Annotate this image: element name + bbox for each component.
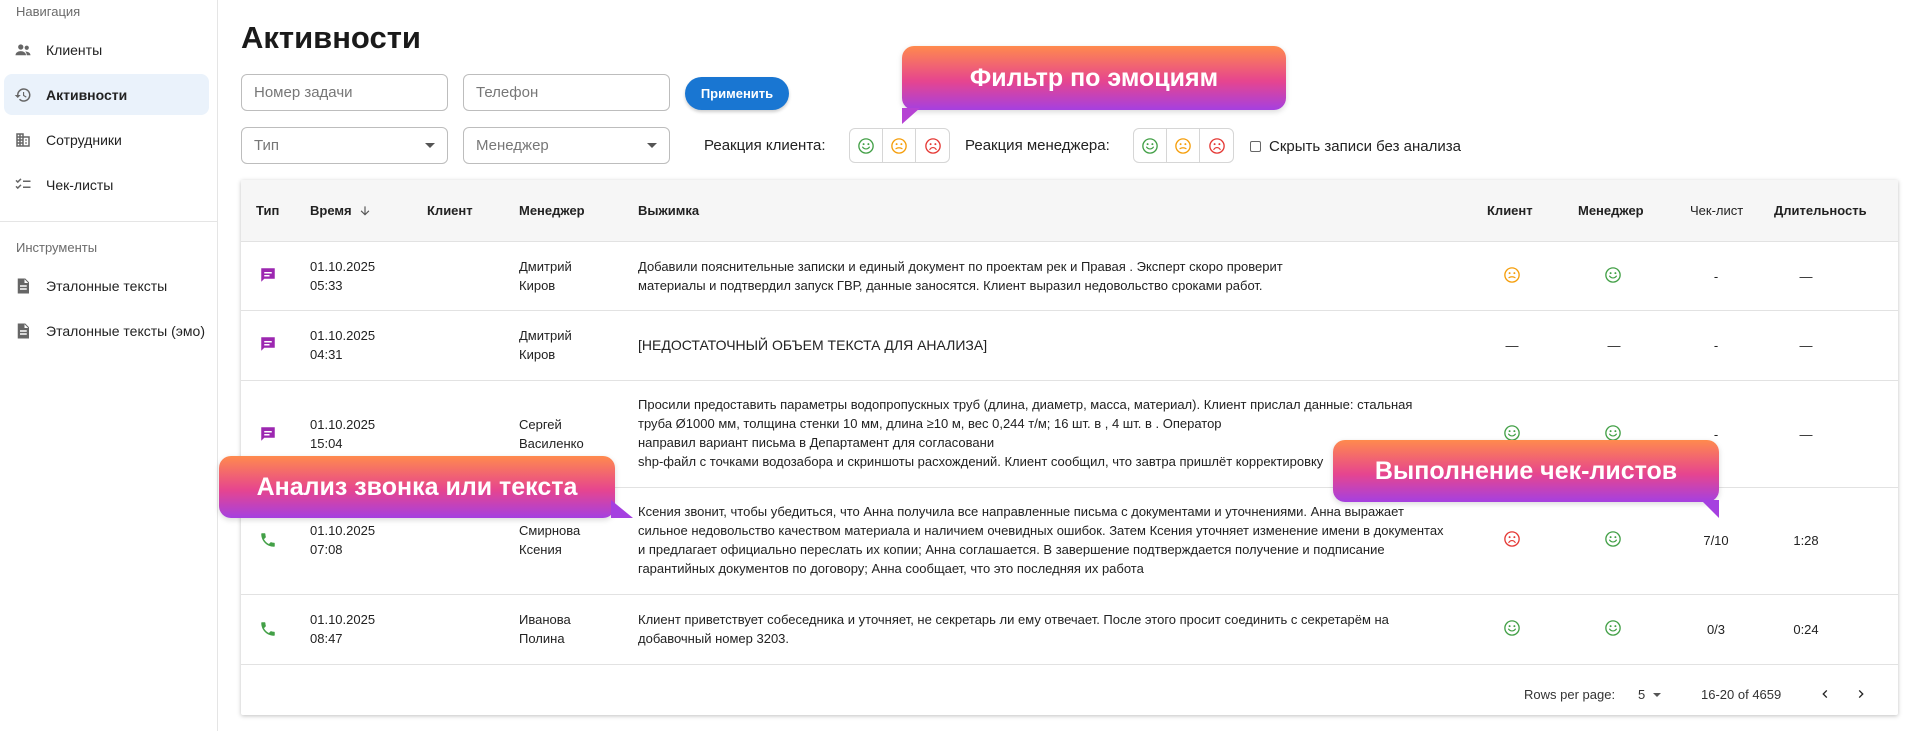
row-checklist: -: [1713, 269, 1719, 284]
sidebar-item-reference-texts[interactable]: [4, 265, 209, 306]
sidebar-item-label: Чек-листы: [46, 176, 114, 193]
row-datetime: [310, 326, 375, 364]
row-manager: [519, 521, 580, 559]
row-checklist: -: [1713, 427, 1719, 442]
summary-line: направил вариант письма в Департамент для согласовани: [638, 435, 995, 450]
row-date: 01.10.2025: [310, 612, 376, 627]
chevron-right-icon[interactable]: [1853, 686, 1869, 702]
manager-emotion-happy-icon: [1604, 619, 1624, 639]
row-manager-last: Киров: [519, 278, 556, 293]
chevron-left-icon[interactable]: [1817, 686, 1833, 702]
sidebar-section-tools: Инструменты: [16, 240, 98, 255]
row-datetime: [310, 610, 375, 648]
row-time: 04:31: [310, 347, 343, 362]
history-icon: [14, 86, 32, 104]
sidebar-item-employees[interactable]: [4, 119, 209, 160]
row-manager-first: Дмитрий: [519, 259, 572, 274]
client-emotion-happy-icon: [1503, 619, 1523, 639]
client-reaction-neutral[interactable]: [883, 129, 916, 162]
row-duration: —: [1799, 269, 1813, 284]
phone-input[interactable]: [463, 74, 670, 111]
summary-line: [НЕДОСТАТОЧНЫЙ ОБЪЕМ ТЕКСТА ДЛЯ АНАЛИЗА]: [638, 337, 988, 353]
document-icon: [14, 277, 32, 295]
row-date: 01.10.2025: [310, 328, 376, 343]
summary-line: Добавили пояснительные записки и единый документ по проектам рек и Правая . Эксперт скоро проверит: [638, 259, 1283, 274]
manager-reaction-happy[interactable]: [1134, 129, 1167, 162]
chevron-down-icon: [1653, 693, 1661, 697]
document-icon: [14, 322, 32, 340]
manager-select-placeholder: Менеджер: [476, 137, 549, 154]
client-reaction-sad[interactable]: [916, 129, 949, 162]
sidebar: [0, 0, 218, 731]
row-manager-last: Ксения: [519, 542, 562, 557]
callout-call-analysis-text: Анализ звонка или текста: [256, 472, 578, 501]
table-row[interactable]: [241, 311, 1898, 381]
summary-line: гарантийных документов по договору; Анна сообщает, что это последняя их работа: [638, 561, 1144, 576]
row-date: 01.10.2025: [310, 523, 376, 538]
client-emotion-sad-icon: [1503, 530, 1523, 550]
manager-emotion-happy-icon: [1604, 266, 1624, 286]
callout-emotion-filter-text: Фильтр по эмоциям: [969, 63, 1219, 92]
rows-per-page-label: Rows per page:: [1524, 687, 1616, 702]
callout-call-analysis: [219, 456, 615, 518]
chat-icon: [259, 335, 279, 355]
client-reaction-label: Реакция клиента:: [704, 137, 826, 154]
row-summary: [638, 610, 1458, 648]
manager-select[interactable]: [463, 127, 670, 164]
callout-tail: [902, 108, 920, 124]
phone-icon: [259, 531, 279, 551]
row-manager: [519, 415, 584, 453]
sidebar-item-clients[interactable]: [4, 29, 209, 70]
type-select[interactable]: [241, 127, 448, 164]
callout-emotion-filter: [902, 46, 1286, 110]
row-duration: —: [1799, 427, 1813, 442]
column-header-time-label: Время: [310, 203, 352, 218]
hide-unanalyzed-label: Скрыть записи без анализа: [1269, 138, 1461, 155]
sidebar-item-label: Активности: [46, 86, 128, 103]
row-duration: —: [1799, 338, 1813, 353]
summary-line: shp-файл с точками водозабора и скриншоты расхождений. Клиент сообщил, что завтра пришлёт корректировку: [638, 454, 1324, 469]
row-manager-first: Иванова: [519, 612, 571, 627]
task-number-input[interactable]: [241, 74, 448, 111]
chat-icon: [259, 425, 279, 445]
row-manager-last: Киров: [519, 347, 556, 362]
row-duration: 1:28: [1793, 533, 1819, 548]
row-time: 08:47: [310, 631, 343, 646]
column-header-client[interactable]: Клиент: [427, 203, 473, 218]
client-reaction-filter: [849, 128, 950, 163]
table-row[interactable]: [241, 595, 1898, 665]
callout-tail: [1701, 500, 1719, 518]
row-time: 15:04: [310, 436, 343, 451]
summary-line: Ксения звонит, чтобы убедиться, что Анна получила все направленные письма с документами и уточнениями. Анна выражает: [638, 504, 1404, 519]
summary-line: и предлагает официально переслать их копии; Анна соглашается. В завершение подтверждается получение и подписание: [638, 542, 1385, 557]
type-select-placeholder: Тип: [254, 137, 280, 154]
row-manager: [519, 610, 571, 648]
sidebar-item-label: Клиенты: [46, 41, 103, 58]
client-emotion-neutral-icon: [1503, 266, 1523, 286]
manager-reaction-label: Реакция менеджера:: [965, 137, 1110, 154]
sidebar-item-label: Сотрудники: [46, 131, 122, 148]
manager-reaction-sad[interactable]: [1200, 129, 1233, 162]
column-header-type[interactable]: Тип: [256, 203, 280, 218]
row-datetime: [310, 257, 375, 295]
row-datetime: [310, 415, 375, 453]
sidebar-section-navigation: Навигация: [16, 4, 81, 19]
row-summary: [638, 336, 1458, 355]
pagination-range: 16-20 of 4659: [1701, 687, 1782, 702]
summary-line: Просили предоставить параметры водопропускных труб (длина, диаметр, масса, материал). Клиент прислал данные: стальная: [638, 397, 1413, 412]
sidebar-item-activities[interactable]: [4, 74, 209, 115]
column-header-duration[interactable]: Длительность: [1774, 203, 1867, 218]
column-header-summary[interactable]: Выжимка: [638, 203, 700, 218]
sidebar-item-checklists[interactable]: [4, 164, 209, 205]
row-datetime: [310, 521, 375, 559]
table-pagination: [241, 674, 1898, 714]
row-summary: [638, 502, 1458, 578]
hide-unanalyzed-filter: [1250, 138, 1461, 155]
people-icon: [14, 41, 32, 59]
rows-per-page-select[interactable]: [1638, 687, 1661, 702]
hide-unanalyzed-checkbox[interactable]: [1250, 141, 1261, 152]
summary-line: добавочный номер 3203.: [638, 631, 790, 646]
callout-checklists: [1333, 440, 1719, 502]
row-manager-last: Полина: [519, 631, 565, 646]
sidebar-item-reference-texts-emo[interactable]: [4, 310, 209, 351]
chevron-down-icon: [425, 143, 435, 148]
building-icon: [14, 131, 32, 149]
row-time: 05:33: [310, 278, 343, 293]
client-emotion-empty: —: [1505, 338, 1519, 353]
summary-line: материалы и подтвердил запуск ГВР, данные заносятся. Клиент выразил недовольство сроками работ.: [638, 278, 1263, 293]
manager-emotion-happy-icon: [1604, 530, 1624, 550]
row-manager-first: Сергей: [519, 417, 562, 432]
manager-reaction-filter: [1133, 128, 1234, 163]
page-title: Активности: [241, 20, 421, 55]
arrow-down-icon: [358, 204, 372, 218]
apply-button[interactable]: Применить: [685, 77, 789, 110]
row-checklist[interactable]: 7/10: [1703, 533, 1729, 548]
manager-emotion-empty: —: [1607, 338, 1621, 353]
row-manager-first: Смирнова: [519, 523, 581, 538]
row-manager-last: Василенко: [519, 436, 584, 451]
row-summary: [638, 257, 1458, 295]
table-row[interactable]: [241, 242, 1898, 311]
row-date: 01.10.2025: [310, 259, 376, 274]
table-header: [241, 180, 1898, 242]
sidebar-item-label: Эталонные тексты: [46, 277, 168, 294]
sidebar-divider: [0, 221, 217, 222]
row-manager: [519, 257, 572, 295]
summary-line: Клиент приветствует собеседника и уточняет, не секретарь ли ему отвечает. После этого просит соединить с секретарём на: [638, 612, 1389, 627]
callout-checklists-text: Выполнение чек-листов: [1374, 456, 1678, 485]
client-reaction-happy[interactable]: [850, 129, 883, 162]
chat-icon: [259, 266, 279, 286]
column-header-client-emotion[interactable]: Клиент: [1487, 203, 1533, 218]
column-header-checklist[interactable]: Чек-лист: [1690, 203, 1744, 218]
row-manager-first: Дмитрий: [519, 328, 572, 343]
row-manager: [519, 326, 572, 364]
row-checklist: -: [1713, 338, 1719, 353]
row-time: 07:08: [310, 542, 343, 557]
summary-line: труба Ø1000 мм, толщина стенки 10 мм, длина ≥10 м, вес 0,244 т/м; 16 шт. в , 4 шт. в . Оператор: [638, 416, 1222, 431]
phone-icon: [259, 620, 279, 640]
sidebar-item-label: Эталонные тексты (эмо): [46, 322, 205, 339]
chevron-down-icon: [647, 143, 657, 148]
summary-line: сильное недовольство качеством материала и наличием очевидных ошибок. Затем Ксения уточняет изменение имени в документах: [638, 523, 1444, 538]
callout-tail: [611, 500, 633, 518]
checklist-icon: [14, 176, 32, 194]
row-duration: 0:24: [1793, 622, 1819, 637]
manager-reaction-neutral[interactable]: [1167, 129, 1200, 162]
column-header-time[interactable]: [310, 203, 372, 218]
column-header-manager[interactable]: Менеджер: [519, 203, 585, 218]
row-date: 01.10.2025: [310, 417, 376, 432]
row-checklist[interactable]: 0/3: [1706, 622, 1726, 637]
rows-per-page-value: 5: [1638, 687, 1646, 702]
column-header-manager-emotion[interactable]: Менеджер: [1578, 203, 1644, 218]
